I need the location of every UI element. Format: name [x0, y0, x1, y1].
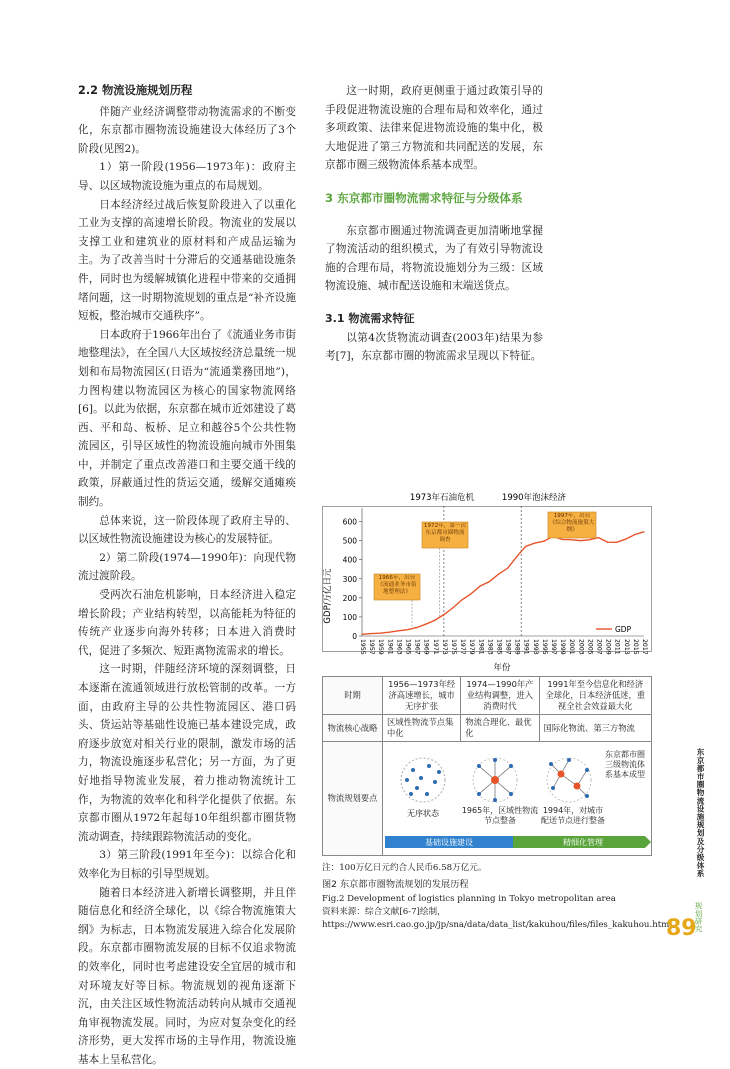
- data-point: [425, 624, 426, 625]
- data-point: [380, 633, 381, 634]
- x-tick-label: 1989: [513, 639, 521, 655]
- top-label-oil-crisis: 1973年石油危机: [409, 493, 475, 503]
- strategy-cell-2: 物流合理化、最优化: [461, 715, 539, 742]
- y-tick-label: 0: [352, 632, 357, 641]
- data-point: [507, 568, 508, 569]
- plan-label-disorder: 无序状态: [407, 809, 439, 818]
- y-tick-label: 600: [342, 517, 357, 527]
- figure-caption-en: Fig.2 Development of logistics planning in Tokyo metropolitan area: [322, 894, 616, 904]
- x-tick-label: 1997: [550, 639, 558, 655]
- row-label-period: 时期: [323, 677, 383, 715]
- data-point: [562, 539, 563, 540]
- stage-3-title: 3）第三阶段(1991年至今)：以综合化和效率化为目标的引导型规划。: [78, 849, 296, 880]
- table-row: [323, 742, 652, 856]
- data-point: [443, 614, 444, 615]
- multi-hub-network-icon: [547, 758, 591, 802]
- table-row: [323, 715, 652, 742]
- paragraph: 随着日本经济进入新增长调整期，并且伴随信息化和经济全球化，以《综合物流施策大纲》为标志，日本物流发展进入综合化发展阶段。东京都市圈物流发展的目标不仅追求物流的效率化，同时也考虑建设安全宜居的城市和对环境友好等目标。物流规划的视角逐渐下沉，由关注区域性物流活动转向从城市交通视角审视物流发展。同时，为应对复杂变化的经济形势，更大发挥市场的主导作用，物流设施基本上呈私营化。: [78, 886, 296, 1066]
- x-axis-label: 年份: [493, 663, 511, 672]
- data-point: [543, 541, 544, 542]
- figure-2: [322, 486, 681, 932]
- data-point: [370, 633, 371, 634]
- x-tick-label: 1985: [495, 639, 503, 655]
- data-point: [589, 539, 590, 540]
- running-section: 规划研究: [694, 902, 703, 933]
- paragraph: 东京都市圈通过物流调查更加清晰地掌握了物流活动的组织模式，为了有效引导物流设施的合理布局，将物流设施划分为三级：区域物流设施、城市配送设施和末端送货点。: [325, 224, 543, 293]
- hub-network-icon: [473, 758, 517, 802]
- top-label-bubble: 1990年泡沫经济: [501, 493, 567, 503]
- data-point: [434, 620, 435, 621]
- chart-frame: [323, 507, 652, 652]
- x-tick-label: 1967: [413, 639, 421, 655]
- x-tick-label: 1971: [431, 639, 439, 655]
- x-tick-label: 1995: [540, 639, 548, 655]
- x-tick-label: 1977: [459, 639, 467, 655]
- x-tick-label: 1981: [477, 639, 485, 655]
- data-point: [580, 540, 581, 541]
- data-point: [480, 585, 481, 586]
- data-point: [616, 542, 617, 543]
- x-tick-label: 1957: [368, 639, 376, 655]
- paragraph: 以第4次货物流动调查(2003年)结果为参考[7]，东京都市圈的物流需求呈现以下特征。: [325, 331, 543, 363]
- section-heading-2-2: 2.2 物流设施规划历程: [78, 84, 193, 97]
- row-label-plan: 物流规划要点: [323, 742, 383, 856]
- data-point: [471, 593, 472, 594]
- figure-caption-cn: 图2 东京都市圈物流规划的发展历程: [322, 879, 469, 890]
- bar-left-label: 基础设施建设: [425, 838, 473, 847]
- period-cell-3: 1991年至今信息化和经济全球化，日本经济低迷，重视全社会效益最大化: [539, 677, 651, 715]
- data-point: [525, 546, 526, 547]
- legend-label: GDP: [615, 625, 632, 634]
- plan-label-1965: 1965年，区域性物流节点整备: [461, 806, 539, 825]
- annotation-text: 1997年，出台《综合物流施策大纲》: [549, 513, 595, 533]
- x-tick-label: 2009: [604, 639, 612, 655]
- x-tick-label: 2015: [631, 639, 639, 655]
- paragraph: 总体来说，这一阶段体现了政府主导的、以区域性物流设施建设为核心的发展特征。: [78, 514, 296, 546]
- stage-1-title: 1）第一阶段(1956—1973年)：政府主导、以区域物流设施为重点的布局规划。: [78, 161, 296, 192]
- x-tick-label: 1965: [404, 639, 412, 655]
- x-tick-label: 1959: [377, 639, 385, 655]
- y-tick-label: 500: [342, 536, 357, 546]
- x-tick-label: 1969: [422, 639, 430, 655]
- paragraph: 伴随产业经济调整带动物流需求的不断变化，东京都市圈物流设施建设大体经历了3个阶段(见图2)。: [78, 105, 296, 155]
- data-point: [516, 556, 517, 557]
- x-tick-label: 1991: [522, 639, 530, 655]
- annotation-text: 1972年，第一次东京都市圈物流调查: [423, 523, 467, 543]
- figure-note: 注：100万亿日元约合人民币6.58万亿元。: [322, 863, 487, 873]
- network-diagram: [383, 742, 651, 852]
- x-tick-label: 1993: [531, 639, 539, 655]
- x-tick-label: 1955: [359, 639, 366, 655]
- x-tick-label: 2003: [577, 639, 585, 655]
- paragraph: 日本政府于1966年出台了《流通业务市街地整理法》，在全国八大区域按经济总量统一规划和布局物流园区(日语为“流通業務団地”)，力图构建以物流园区为核心的国家物流网络[6]。以此为依据，东京都在城市近郊建设了葛西、平和岛、板桥、足立和越谷5个公共性物流园区，引导区域性的物流设施向城市外围集中，并制定了重点改善港口和主要交通干线的政策，屏蔽通过性的货运交通，缓解交通瘫痪制约。: [78, 328, 296, 509]
- section-heading-3: 3 东京都市圈物流需求特征与分级体系: [325, 190, 523, 205]
- stage-2-title: 2）第二阶段(1974—1990年)：向现代物流过渡阶段。: [78, 551, 296, 583]
- x-tick-label: 2013: [622, 639, 630, 655]
- data-point: [452, 607, 453, 608]
- scatter-cluster-icon: [401, 758, 445, 802]
- x-tick-label: 2011: [613, 639, 621, 655]
- x-tick-label: 2005: [586, 639, 594, 655]
- paragraph: 受两次石油危机影响，日本经济进入稳定增长阶段；产业结构转型，以高能耗为特征的传统产业逐步向海外转移；日本进入消费时代，促进了多频次、短距离物流需求的增长。: [78, 589, 296, 657]
- table-row: [323, 677, 652, 715]
- data-point: [643, 531, 644, 532]
- y-axis-label: GDP/万亿日元: [323, 568, 333, 624]
- plan-label-1994: 1994年，对城市配送节点进行整备: [541, 806, 605, 825]
- paragraph: 这一时期，伴随经济环境的深刻调整，日本逐渐在流通领域进行放松管制的改革。一方面，由政府主导的公共性物流园区、港口码头、货运站等基础性设施已基本建设完成，政府逐步放宽对相关行业的限制，激发市场的活力，物流设施逐步私营化；另一方面，为了更好地指导物流业发展，着力推动物流统计工作，为物流的效率化和科学化提供了依据。东京都市圈从1972年起每10年组织都市圈货物流动调查，持续跟踪物流活动的变化。: [78, 663, 296, 843]
- left-column: [78, 82, 296, 1069]
- annotation-text-holder: [423, 523, 467, 547]
- annotation-text-holder: [549, 513, 595, 537]
- right-column: [325, 82, 543, 366]
- y-tick-label: 200: [342, 593, 357, 603]
- running-title: 东京都市圈物流设施规划及分级体系: [696, 748, 705, 878]
- data-point: [461, 599, 462, 600]
- data-point: [607, 542, 608, 543]
- data-point: [389, 632, 390, 633]
- gdp-line-chart: [322, 486, 652, 672]
- x-tick-label: 1979: [468, 639, 476, 655]
- plan-label-three-tier: 东京都市圈三级物流体系基本成型: [605, 750, 645, 779]
- y-tick-label: 100: [342, 612, 357, 622]
- x-tick-label: 2007: [595, 639, 603, 655]
- x-tick-label: 1961: [386, 639, 394, 655]
- development-table: [322, 676, 652, 856]
- row-label-strategy: 物流核心战略: [323, 715, 383, 742]
- y-tick-label: 400: [342, 555, 357, 565]
- x-tick-label: 2001: [568, 639, 576, 655]
- data-point: [634, 534, 635, 535]
- bar-right-label: 精细化管理: [563, 838, 603, 847]
- annotation-text: 1966年，出台《流通业务市街地整理法》: [377, 575, 417, 595]
- data-point: [398, 630, 399, 631]
- data-point: [625, 538, 626, 539]
- paragraph: 这一时期，政府更侧重于通过政策引导的手段促进物流设施的合理布局和效率化，通过多项政策、法律来促进物流设施的集中化，极大地促进了第三方物流和共同配送的发展，东京都市圈三级物流体系基本成型。: [325, 85, 543, 172]
- period-cell-2: 1974—1990年产业结构调整，进入消费时代: [461, 677, 539, 715]
- x-tick-label: 1973: [440, 639, 448, 655]
- annotation-text-holder: [375, 575, 419, 599]
- data-point: [534, 542, 535, 543]
- x-tick-label: 1999: [559, 639, 567, 655]
- x-tick-label: 1983: [486, 639, 494, 655]
- data-point: [498, 574, 499, 575]
- section-heading-3-1: 3.1 物流需求特征: [325, 311, 415, 325]
- data-point: [598, 537, 599, 538]
- x-tick-label: 1963: [395, 639, 403, 655]
- data-point: [489, 581, 490, 582]
- period-cell-1: 1956—1973年经济高速增长，城市无序扩张: [383, 677, 461, 715]
- plan-diagram-cell: [383, 742, 652, 856]
- data-point: [571, 539, 572, 540]
- strategy-cell-1: 区域性物流节点集中化: [383, 715, 461, 742]
- strategy-cell-3: 国际化物流、第三方物流: [539, 715, 651, 742]
- page-number: 89: [666, 916, 697, 941]
- x-tick-label: 2017: [641, 639, 648, 655]
- paragraph: 日本经济经过战后恢复阶段进入了以重化工业为支撑的高速增长阶段。物流业的发展以支撑工业和建筑业的原材料和产成品运输为主。为了改善当时十分滞后的交通基础设施条件，同时也为缓解城镇化进程中带来的交通拥堵问题，这一时期物流规划的重点是“补齐设施短板，整治城市交通秩序”。: [78, 198, 296, 323]
- x-tick-label: 1975: [449, 639, 457, 655]
- data-point: [407, 629, 408, 630]
- y-tick-label: 300: [342, 574, 357, 584]
- data-point: [416, 627, 417, 628]
- data-point: [361, 634, 362, 635]
- x-tick-label: 1987: [504, 639, 512, 655]
- figure-source: 资料来源：综合文献[6-7]绘制，https://www.esri.cao.go.jp/jp/sna/data/data_list/kakuhou/files/files_kakuhou.html。: [322, 907, 681, 930]
